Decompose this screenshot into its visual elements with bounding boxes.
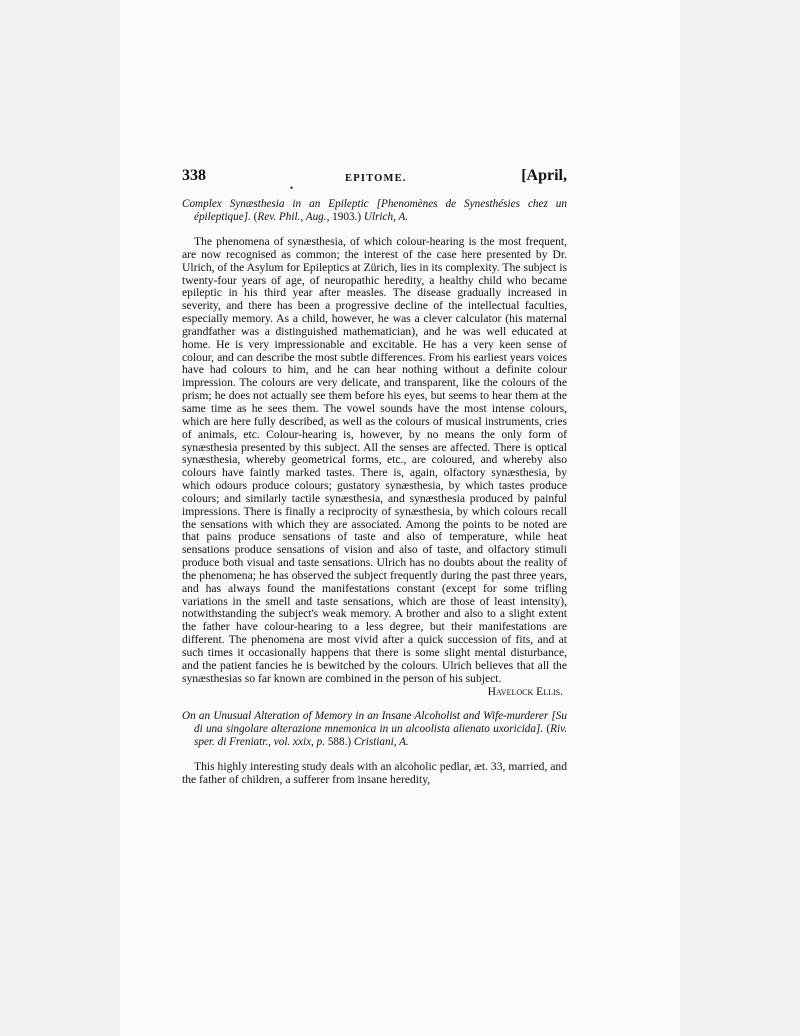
entry1-source-open: (	[250, 211, 258, 223]
entry2-body: This highly interesting study deals with an alcoholic pedlar, æt. 33, married, and the father of children, a sufferer from insane heredity,	[182, 760, 567, 787]
running-date: [April,	[521, 167, 567, 184]
text-block	[182, 167, 568, 787]
entry1-body-text: The phenomena of synæsthesia, of which colour-hearing is the most frequent, are now recognised as common; the interest of the case here presented by Dr. Ulrich, of the Asylum for Epileptics at Zürich, lies in its complexity. The subject is twenty-four years of age, of neuropathic heredity, a healthy child who became epileptic in his third year after measles. The disease gradually increased in severity, and there has been a progressive decline of the intellectual faculties, especially memory. As a child, however, he was a clever calculator (his maternal grandfather was a distinguished mathematician), and he was well educated at home. He is very impressionable and excitable. He has a very keen sense of colour, and can describe the most subtle differences. From his earliest years voices have had colours to him, and he can hear nothing without a definite colour impression. The colours are very delicate, and transparent, like the colours of the prism; he does not actually see them before his eyes, but seems to hear them at the same time as he sees them. The vowel sounds have the most intense colours, which are here fully described, as well as the colours of musical instruments, cries of animals, etc. Colour-hearing is, however, by no means the only form of synæsthesia presented by this subject. All the senses are affected. There is optical synæsthesia, whereby geometrical forms, etc., are coloured, and whereby also colours have faintly marked tastes. There is, again, olfactory synæsthesia, by which odours produce colours; gustatory synæsthesia, by which tastes produce colours; and similarly tactile synæsthesia, and synæsthesia produced by painful impressions. There is finally a reciprocity of synæsthesia, by which colours recall the sensations with which they are associated. Among the points to be noted are that pains produce sensations of taste and also of temperature, while heat sensations produce sensations of vision and also of taste, and olfactory stimuli produce both visual and taste sensations. Ulrich has no doubts about the reality of the phenomena; he has observed the subject frequently during the past three years, and has always found the manifestations constant (except for some trifling variations in the smell and taste sensations, which are those of least intensity), notwithstanding the subject's weak memory. A brother and also to a slight extent the father have colour-hearing to a less degree, but their manifestations are different. The phenomena are most vivid after a quick succession of fits, and at such times it occasionally happens that there is some slight mental disturbance, and the patient fancies he is bewitched by the colours. Ulrich believes that all the synæsthesias so far known are combined in the person of his subject.	[182, 235, 567, 685]
entry2-heading	[182, 710, 567, 749]
running-head	[182, 167, 567, 193]
entry2-author: Cristiani, A.	[351, 736, 409, 749]
entry1-body	[182, 235, 567, 698]
page-number: 338	[182, 167, 206, 184]
entry2-source-open: (	[543, 723, 551, 736]
running-title: EPITOME.	[345, 173, 407, 184]
entry1-heading	[182, 198, 567, 224]
entry1-author: Ulrich, A.	[363, 211, 409, 223]
entry2-source-page: 588.)	[325, 736, 352, 749]
entry1-body-wrap	[182, 236, 567, 698]
print-speck: •	[290, 183, 294, 193]
entry1-title: Complex Synæsthesia in an Epileptic [Phenomènes de Synesthésies chez un épileptique].	[182, 198, 567, 223]
entry1-source: Rev. Phil., Aug.,	[257, 211, 330, 223]
entry2-title: On an Unusual Alteration of Memory in an Insane Alcoholist and Wife-murderer [Su di una singolare alterazione mnemonica in un alcoolista alienato uxoricida].	[182, 710, 567, 736]
entry1-source-year: 1903.)	[329, 211, 364, 223]
entry2-source: Riv. sper. di Freniatr., vol. xxix, p.	[194, 723, 568, 749]
entry1-signature: Havelock Ellis.	[487, 684, 563, 698]
